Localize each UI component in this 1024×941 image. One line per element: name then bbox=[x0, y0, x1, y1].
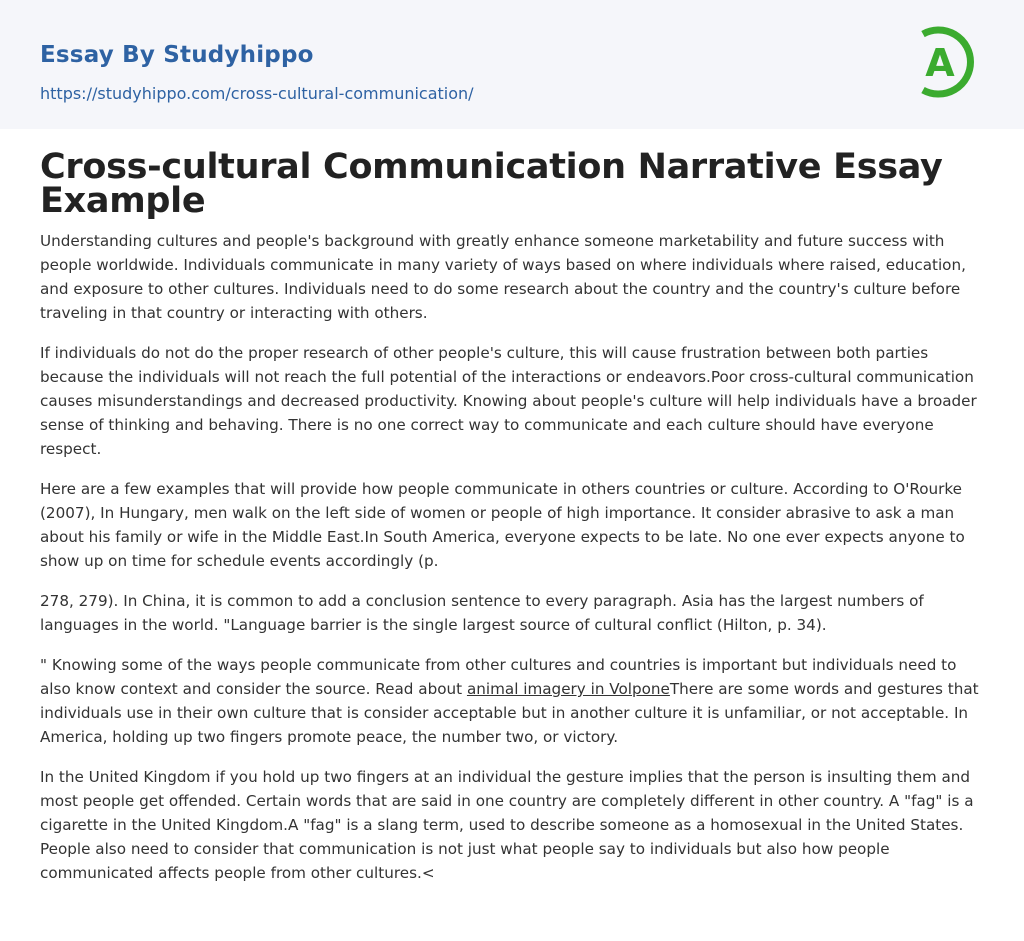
site-header bbox=[0, 0, 1024, 129]
essay-title: Cross-cultural Communication Narrative Essay Example bbox=[40, 147, 943, 221]
related-essay-link[interactable]: animal imagery in Volpone bbox=[466, 680, 670, 698]
paragraph: 278, 279). In China, it is common to add a conclusion sentence to every paragraph. Asia has the largest numbers of languages in the world. "Language barrier is the single largest source of cultural conflict (Hilton, p. 34). bbox=[40, 592, 924, 634]
studyhippo-logo-icon[interactable] bbox=[913, 20, 985, 104]
paragraph: In the United Kingdom if you hold up two fingers at an individual the gesture implies that the person is insulting them and most people get offended. Certain words that are said in one country are completely different in other country. A "fag" is a cigarette in the United Kingdom.A "fag" is a slang term, used to describe someone as a homosexual in the United States. People also need to consider that communication is not just what people say to individuals but also how people communicated affects people from other cultures.< bbox=[40, 768, 974, 882]
paragraph-text: " Knowing some of the ways people communicate from other cultures and countries is important but individuals need to also know context and consider the source. Read about bbox=[40, 656, 957, 698]
site-brand[interactable]: Essay By Studyhippo bbox=[40, 42, 314, 68]
paragraph: If individuals do not do the proper research of other people's culture, this will cause frustration between both parties because the individuals will not reach the full potential of the interactions or endeavors.Poor cross-cultural communication causes misunderstandings and decreased productivity. Knowing about people's culture will help individuals have a broader sense of thinking and behaving. There is no one correct way to communicate and each culture should have everyone respect. bbox=[40, 344, 977, 458]
paragraph: Understanding cultures and people's background with greatly enhance someone marketability and future success with people worldwide. Individuals communicate in many variety of ways based on where individuals where raised, education, and exposure to other cultures. Individuals need to do some research about the country and the country's culture before traveling in that country or interacting with others. bbox=[40, 232, 966, 322]
paragraph: Here are a few examples that will provide how people communicate in others countries or culture. According to O'Rourke (2007), In Hungary, men walk on the left side of women or people of high importance. It consider abrasive to ask a man about his family or wife in the Middle East.In South America, everyone expects to be late. No one ever expects anyone to show up on time for schedule events accordingly (p. bbox=[40, 480, 965, 570]
paragraph bbox=[40, 653, 988, 749]
source-url-link[interactable]: https://studyhippo.com/cross-cultural-communication/ bbox=[40, 84, 474, 103]
logo-letter: A bbox=[925, 41, 955, 85]
paragraph-text: There are some words and gestures that individuals use in their own culture that is consider acceptable but in another culture it is unfamiliar, or not acceptable. In America, holding up two fingers promote peace, the number two, or victory. bbox=[40, 680, 979, 746]
essay-body bbox=[40, 229, 988, 901]
